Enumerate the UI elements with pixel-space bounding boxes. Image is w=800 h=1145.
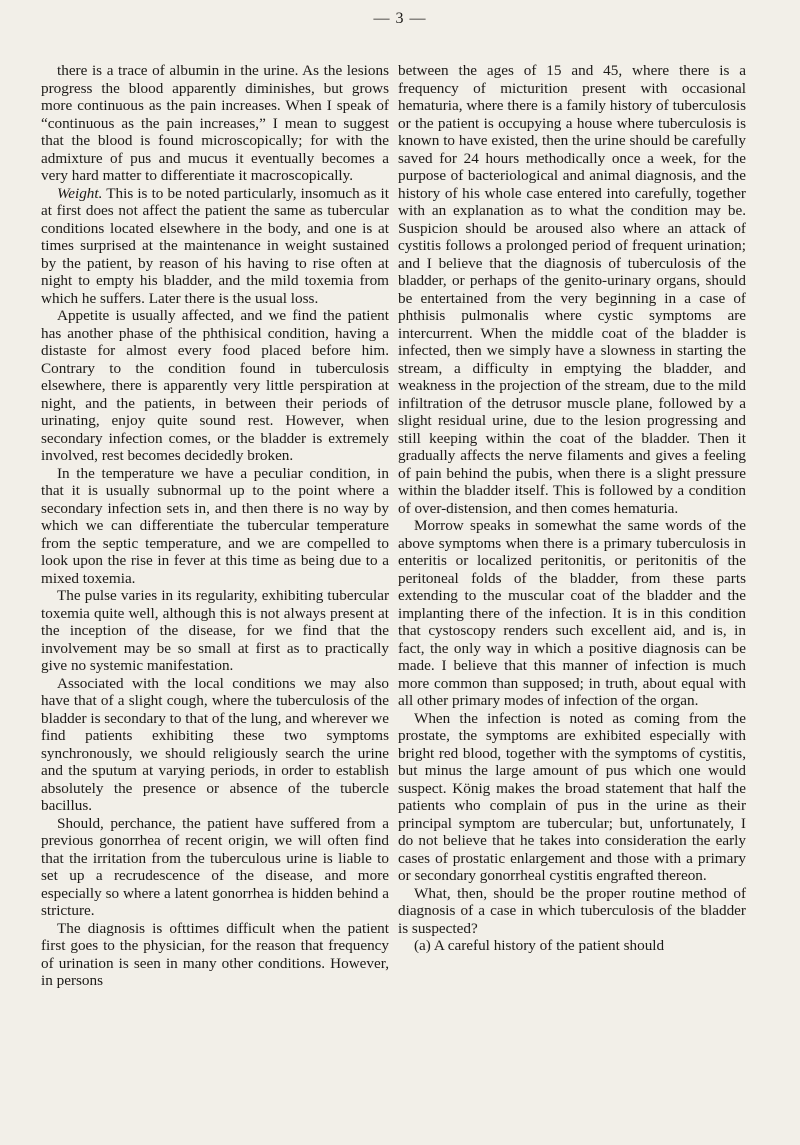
paragraph-text: Should, perchance, the patient have suffered from a previous gonorrhea of recent origin, we will often find that the irritation from the tuberculous urine is liable to set up a recrudescence of the disease, and more especially so where a latent gonorrhea is hidden behind a stricture. xyxy=(41,814,389,919)
paragraph-text: between the ages of 15 and 45, where there is a frequency of micturition present with occasional hematuria, where there is a family history of tuberculosis or the patient is occupying a house where tuberculosis is known to have existed, then the urine should be carefully saved for 24 hours methodically once a week, for the purpose of bacteriological and animal diagnosis, and the history of his whole case entered into carefully, together with an explanation as to what the condition may be. Suspicion should be aroused also where an attack of cystitis follows a prolonged period of frequent urination; and I believe that the diagnosis of tuberculosis of the bladder, or perhaps of the genito-urinary organs, should be entertained from the very beginning in a case of phthisis pulmonalis where cystic symptoms are intercurrent. When the middle coat of the bladder is infected, then we simply have a slowness in starting the stream, a difficulty in emptying the bladder, and weakness in the projection of the stream, due to the mild infiltration of the detrusor muscle plane, followed by a slight residual urine, due to the lesion progressing and still keeping within the coat of the bladder. Then it gradually affects the nerve filaments and gives a feeling of pain behind the pubis, when there is a slight pressure within the bladder itself. This is followed by a condition of over-distension, and then comes hematuria. xyxy=(398,62,746,517)
paragraph xyxy=(41,185,389,308)
page-number: — 3 — xyxy=(373,10,427,27)
paragraph-text: This is to be noted particularly, insomuch as it at first does not affect the patient the same as tubercular conditions located elsewhere in the body, and one is at times surprised at the maintenance in weight sustained by the patient, by reason of his having to rise often at night to empty his bladder, and the mild toxemia from which he suffers. Later there is the usual loss. xyxy=(41,184,389,307)
left-column xyxy=(41,62,389,990)
paragraph-text: What, then, should be the proper routine method of diagnosis of a case in which tuberculosis of the bladder is suspected? xyxy=(398,884,746,937)
paragraph-text: Morrow speaks in somewhat the same words of the above symptoms when there is a primary tuberculosis in enteritis or localized peritonitis, or peritonitis of the peritoneal folds of the bladder, from these parts extending to the muscular coat of the bladder and the implanting there of the infection. It is in this condition that cystoscopy renders such excellent aid, and is, in fact, the only way in which a positive diagnosis can be made. I believe that this manner of infection is much more common than supposed; in truth, about equal with all other primary modes of infection of the organ. xyxy=(398,517,746,709)
paragraph xyxy=(41,62,389,185)
paragraph xyxy=(398,885,746,938)
paragraph-text: there is a trace of albumin in the urine. As the lesions progress the blood apparently diminishes, but grows more continuous as the pain increases. When I speak of “continuous as the pain increases,” I mean to suggest that the blood is found microscopically; for with the admixture of pus and mucus it eventually becomes a very hard matter to differentiate it macroscopically. xyxy=(41,62,389,184)
paragraph-text: Associated with the local conditions we may also have that of a slight cough, where the tuberculosis of the bladder is secondary to that of the lung, and wherever we find patients exhibiting these two symptoms synchronously, we should religiously search the urine and the sputum at varying periods, in order to establish absolutely the presence or absence of the tubercle bacillus. xyxy=(41,674,389,814)
paragraph-text: Appetite is usually affected, and we find the patient has another phase of the phthisical condition, having a distaste for almost every food placed before him. Contrary to the condition found in tuberculosis elsewhere, there is apparently very little perspiration at night, and the patients, in between their periods of urinating, enjoy quite sound rest. However, when secondary infection comes, or the bladder is extremely involved, rest becomes decidedly broken. xyxy=(41,307,389,464)
paragraph xyxy=(41,465,389,588)
paragraph xyxy=(41,307,389,465)
paragraph-text: When the infection is noted as coming from the prostate, the symptoms are exhibited especially with bright red blood, together with the symptoms of cystitis, but minus the large amount of pus which one would suspect. König makes the broad statement that half the patients who complain of pus in the urine as their principal symptom are tubercular; but, unfortunately, I do not believe that he takes into consideration the early cases of prostatic enlargement and those with a primary or secondary gonorrheal cystitis engrafted thereon. xyxy=(398,709,746,884)
paragraph-text: The pulse varies in its regularity, exhibiting tubercular toxemia quite well, although this is not always present at the inception of the disease, for we find that the involvement may be so small at first as to practically give no systemic manifestation. xyxy=(41,587,389,674)
right-column xyxy=(398,62,746,955)
paragraph xyxy=(398,517,746,710)
paragraph-text: (a) A careful history of the patient should xyxy=(414,937,665,954)
paragraph xyxy=(41,815,389,920)
section-lead: Weight. xyxy=(57,184,103,202)
paragraph xyxy=(398,937,746,955)
paragraph xyxy=(41,587,389,675)
paragraph xyxy=(41,920,389,990)
paragraph xyxy=(41,675,389,815)
paragraph-text: In the temperature we have a peculiar condition, in that it is usually subnormal up to the point where a secondary infection sets in, and then there is no way by which we can differentiate the tubercular temperature from the septic temperature, and we are compelled to look upon the rise in fever at this time as being due to a mixed toxemia. xyxy=(41,464,389,587)
paragraph xyxy=(398,710,746,885)
paragraph-text: The diagnosis is ofttimes difficult when the patient first goes to the physician, for the reason that frequency of urination is seen in many other conditions. However, in persons xyxy=(41,919,389,989)
paragraph xyxy=(398,62,746,517)
